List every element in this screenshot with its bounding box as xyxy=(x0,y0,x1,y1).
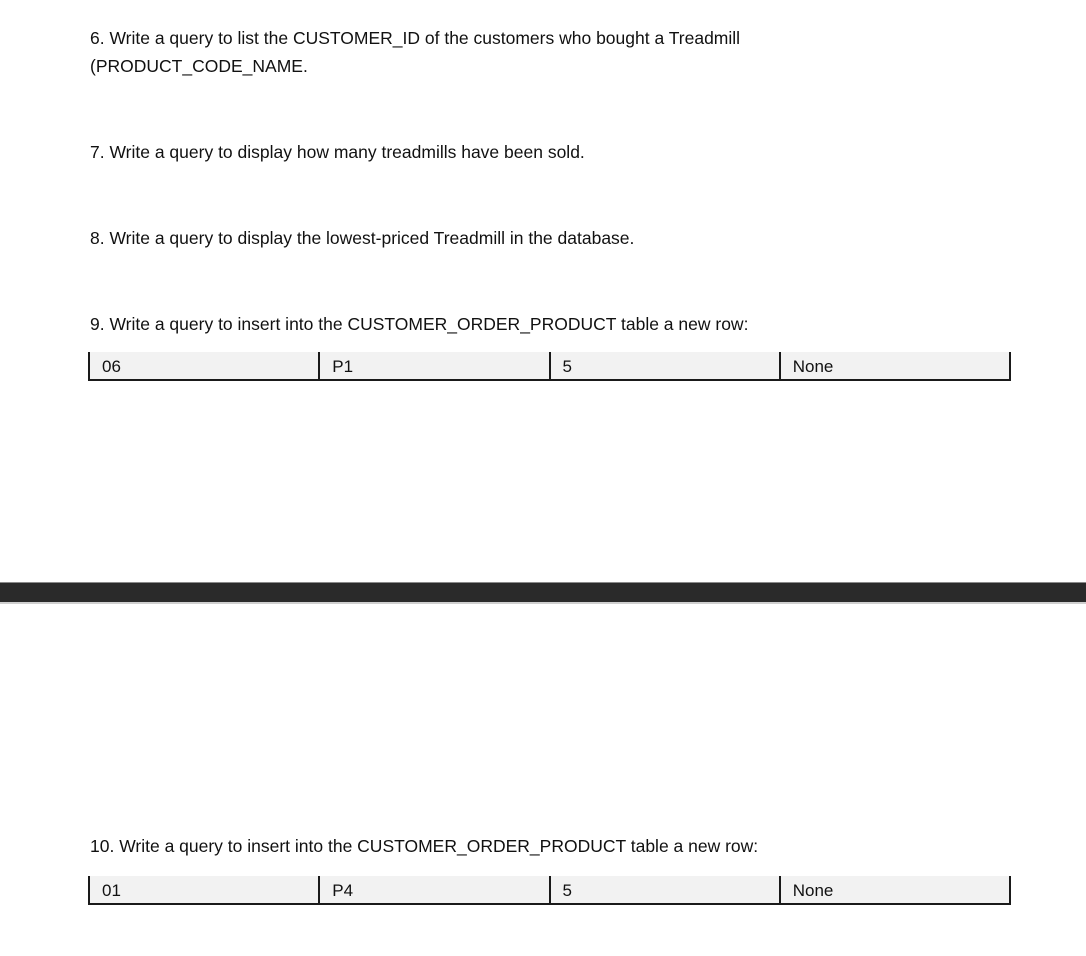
question-9: 9. Write a query to insert into the CUSTOMER_ORDER_PRODUCT table a new row: xyxy=(90,314,749,334)
question-6-line-1: 6. Write a query to list the CUSTOMER_ID of the customers who bought a Treadmill xyxy=(90,28,741,48)
page-separator xyxy=(0,582,1086,604)
row-cell-quantity: 5 xyxy=(549,876,779,903)
question-10-row-table xyxy=(88,876,1011,905)
row-cell-extra: None xyxy=(779,876,1011,903)
row-cell-product-id: P4 xyxy=(318,876,548,903)
question-6-line-2: (PRODUCT_CODE_NAME. xyxy=(90,56,308,76)
row-cell-quantity: 5 xyxy=(549,352,779,379)
question-10: 10. Write a query to insert into the CUSTOMER_ORDER_PRODUCT table a new row: xyxy=(90,836,759,856)
row-cell-product-id: P1 xyxy=(318,352,548,379)
question-9-row-table xyxy=(88,352,1011,381)
row-cell-extra: None xyxy=(779,352,1011,379)
row-cell-order-id: 01 xyxy=(88,876,318,903)
question-7: 7. Write a query to display how many treadmills have been sold. xyxy=(90,142,585,162)
question-6 xyxy=(90,24,740,80)
row-cell-order-id: 06 xyxy=(88,352,318,379)
question-8: 8. Write a query to display the lowest-priced Treadmill in the database. xyxy=(90,228,635,248)
